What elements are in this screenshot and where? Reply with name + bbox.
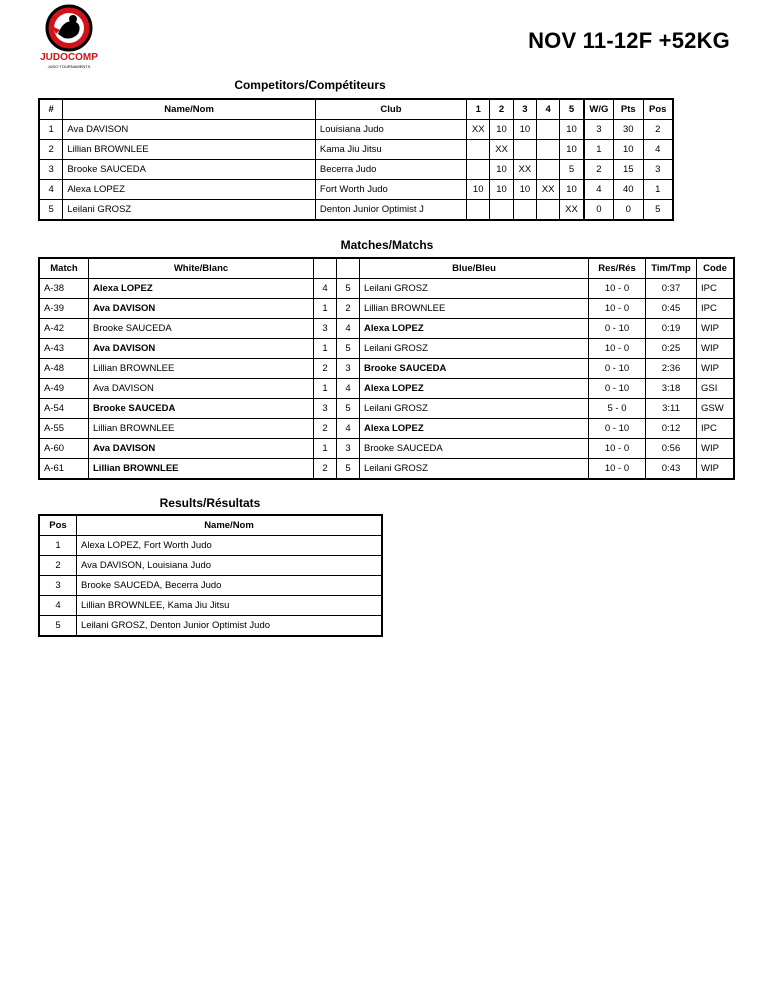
match-id: A-39	[39, 299, 89, 319]
competitors-header-row	[39, 99, 673, 120]
match-row	[39, 319, 734, 339]
match-code: WIP	[697, 339, 735, 359]
match-code: WIP	[697, 459, 735, 480]
match-result: 10 - 0	[589, 279, 646, 299]
competitor-score-r4: XX	[537, 180, 560, 200]
competitor-club: Louisiana Judo	[315, 120, 466, 140]
header-pts: Pts	[614, 99, 643, 120]
competitor-score-r4	[537, 140, 560, 160]
result-name: Lillian BROWNLEE, Kama Jiu Jitsu	[77, 596, 383, 616]
match-id: A-54	[39, 399, 89, 419]
match-blue-player: Leilani GROSZ	[360, 459, 589, 480]
result-pos: 2	[39, 556, 77, 576]
match-result: 10 - 0	[589, 339, 646, 359]
match-row	[39, 279, 734, 299]
match-blue-player: Brooke SAUCEDA	[360, 439, 589, 459]
competitor-wg: 4	[584, 180, 614, 200]
match-time: 0:43	[646, 459, 697, 480]
competitor-score-r1: XX	[467, 120, 490, 140]
match-blue-player: Alexa LOPEZ	[360, 319, 589, 339]
match-result: 10 - 0	[589, 299, 646, 319]
match-white-num: 1	[314, 299, 337, 319]
competitors-title: Competitors/Compétiteurs	[234, 78, 386, 92]
match-time: 0:45	[646, 299, 697, 319]
competitor-score-r3: 10	[513, 180, 536, 200]
match-white-num: 3	[314, 319, 337, 339]
match-time: 0:12	[646, 419, 697, 439]
competitor-pts: 10	[614, 140, 643, 160]
competitor-pos: 1	[643, 180, 673, 200]
header-white-num	[314, 258, 337, 279]
competitors-table	[38, 98, 674, 221]
match-blue-player: Lillian BROWNLEE	[360, 299, 589, 319]
results-table	[38, 514, 383, 637]
header-r2: 2	[490, 99, 513, 120]
match-blue-num: 4	[337, 379, 360, 399]
header-r3: 3	[513, 99, 536, 120]
match-code: IPC	[697, 419, 735, 439]
header-r1: 1	[467, 99, 490, 120]
competitor-pts: 15	[614, 160, 643, 180]
match-result: 10 - 0	[589, 439, 646, 459]
match-id: A-42	[39, 319, 89, 339]
match-white-num: 1	[314, 339, 337, 359]
competitor-score-r4	[537, 200, 560, 221]
competitor-score-r2: 10	[490, 180, 513, 200]
competitor-wg: 0	[584, 200, 614, 221]
match-blue-player: Leilani GROSZ	[360, 399, 589, 419]
match-blue-num: 3	[337, 359, 360, 379]
match-result: 0 - 10	[589, 419, 646, 439]
competitor-score-r3: XX	[513, 160, 536, 180]
results-header-row	[39, 515, 382, 536]
competitor-name: Leilani GROSZ	[63, 200, 316, 221]
match-white-player: Ava DAVISON	[89, 379, 314, 399]
result-pos: 4	[39, 596, 77, 616]
competitor-num: 1	[39, 120, 63, 140]
competitor-row	[39, 200, 673, 221]
results-title: Results/Résultats	[159, 496, 261, 510]
competitor-num: 5	[39, 200, 63, 221]
match-time: 0:25	[646, 339, 697, 359]
competitor-score-r5: 5	[560, 160, 584, 180]
match-result: 5 - 0	[589, 399, 646, 419]
match-blue-num: 5	[337, 279, 360, 299]
header-results-pos: Pos	[39, 515, 77, 536]
match-row	[39, 439, 734, 459]
matches-table	[38, 257, 735, 480]
result-name: Brooke SAUCEDA, Becerra Judo	[77, 576, 383, 596]
result-name: Ava DAVISON, Louisiana Judo	[77, 556, 383, 576]
match-white-num: 1	[314, 439, 337, 459]
match-code: IPC	[697, 279, 735, 299]
result-name: Leilani GROSZ, Denton Junior Optimist Judo	[77, 616, 383, 637]
result-pos: 5	[39, 616, 77, 637]
match-id: A-60	[39, 439, 89, 459]
match-blue-player: Brooke SAUCEDA	[360, 359, 589, 379]
competitor-score-r3	[513, 140, 536, 160]
header-num: #	[39, 99, 63, 120]
result-row	[39, 556, 382, 576]
header-code: Code	[697, 258, 735, 279]
match-white-num: 3	[314, 399, 337, 419]
result-pos: 1	[39, 536, 77, 556]
header-blue-num	[337, 258, 360, 279]
match-code: WIP	[697, 359, 735, 379]
match-white-player: Brooke SAUCEDA	[89, 399, 314, 419]
judocomp-logo	[38, 4, 100, 70]
competitor-row	[39, 180, 673, 200]
result-pos: 3	[39, 576, 77, 596]
match-white-num: 2	[314, 459, 337, 480]
competitor-pts: 40	[614, 180, 643, 200]
header-time: Tim/Tmp	[646, 258, 697, 279]
result-row	[39, 536, 382, 556]
competitor-pts: 30	[614, 120, 643, 140]
match-code: GSI	[697, 379, 735, 399]
match-time: 3:18	[646, 379, 697, 399]
competitor-club: Becerra Judo	[315, 160, 466, 180]
match-time: 2:36	[646, 359, 697, 379]
match-code: IPC	[697, 299, 735, 319]
match-id: A-55	[39, 419, 89, 439]
match-time: 0:37	[646, 279, 697, 299]
event-title: NOV 11-12F +52KG	[528, 28, 730, 53]
match-white-num: 1	[314, 379, 337, 399]
competitor-score-r5: 10	[560, 140, 584, 160]
match-blue-num: 2	[337, 299, 360, 319]
header-results-name: Name/Nom	[77, 515, 383, 536]
match-row	[39, 359, 734, 379]
match-result: 0 - 10	[589, 379, 646, 399]
match-white-player: Lillian BROWNLEE	[89, 359, 314, 379]
header-pos: Pos	[643, 99, 673, 120]
competitor-score-r1: 10	[467, 180, 490, 200]
match-time: 3:11	[646, 399, 697, 419]
result-name: Alexa LOPEZ, Fort Worth Judo	[77, 536, 383, 556]
match-blue-num: 5	[337, 459, 360, 480]
competitor-score-r2: 10	[490, 160, 513, 180]
competitor-club: Kama Jiu Jitsu	[315, 140, 466, 160]
match-time: 0:19	[646, 319, 697, 339]
match-white-player: Ava DAVISON	[89, 299, 314, 319]
match-white-player: Ava DAVISON	[89, 439, 314, 459]
header-r4: 4	[537, 99, 560, 120]
competitor-name: Brooke SAUCEDA	[63, 160, 316, 180]
match-blue-player: Leilani GROSZ	[360, 279, 589, 299]
match-white-num: 4	[314, 279, 337, 299]
match-id: A-61	[39, 459, 89, 480]
match-blue-num: 5	[337, 339, 360, 359]
match-row	[39, 379, 734, 399]
match-blue-num: 5	[337, 399, 360, 419]
match-code: GSW	[697, 399, 735, 419]
match-id: A-38	[39, 279, 89, 299]
matches-header-row	[39, 258, 734, 279]
competitor-score-r2: 10	[490, 120, 513, 140]
competitor-club: Denton Junior Optimist J	[315, 200, 466, 221]
match-blue-player: Leilani GROSZ	[360, 339, 589, 359]
result-row	[39, 596, 382, 616]
header-res: Res/Rés	[589, 258, 646, 279]
competitor-score-r2: XX	[490, 140, 513, 160]
competitor-score-r4	[537, 160, 560, 180]
match-row	[39, 399, 734, 419]
match-row	[39, 419, 734, 439]
competitor-wg: 3	[584, 120, 614, 140]
competitor-pos: 4	[643, 140, 673, 160]
header-wg: W/G	[584, 99, 614, 120]
match-white-player: Lillian BROWNLEE	[89, 419, 314, 439]
match-id: A-49	[39, 379, 89, 399]
competitor-wg: 2	[584, 160, 614, 180]
match-blue-num: 4	[337, 419, 360, 439]
competitor-wg: 1	[584, 140, 614, 160]
header-name: Name/Nom	[63, 99, 316, 120]
match-result: 10 - 0	[589, 459, 646, 480]
match-white-player: Ava DAVISON	[89, 339, 314, 359]
match-blue-player: Alexa LOPEZ	[360, 379, 589, 399]
match-row	[39, 299, 734, 319]
match-code: WIP	[697, 439, 735, 459]
result-row	[39, 616, 382, 637]
competitor-score-r5: XX	[560, 200, 584, 221]
matches-title: Matches/Matchs	[340, 238, 434, 252]
match-blue-num: 4	[337, 319, 360, 339]
svg-text:JUDOCOMP: JUDOCOMP	[40, 52, 98, 63]
match-id: A-48	[39, 359, 89, 379]
competitor-score-r3: 10	[513, 120, 536, 140]
svg-text:JUDO TOURNAMENTS: JUDO TOURNAMENTS	[47, 64, 91, 69]
match-row	[39, 339, 734, 359]
match-result: 0 - 10	[589, 359, 646, 379]
competitor-score-r2	[490, 200, 513, 221]
competitor-num: 4	[39, 180, 63, 200]
match-code: WIP	[697, 319, 735, 339]
header-blue: Blue/Bleu	[360, 258, 589, 279]
competitor-num: 2	[39, 140, 63, 160]
match-white-player: Lillian BROWNLEE	[89, 459, 314, 480]
competitor-score-r5: 10	[560, 180, 584, 200]
competitor-score-r4	[537, 120, 560, 140]
header-r5: 5	[560, 99, 584, 120]
match-white-num: 2	[314, 419, 337, 439]
competitor-pts: 0	[614, 200, 643, 221]
competitor-score-r1	[467, 140, 490, 160]
competitor-row	[39, 140, 673, 160]
competitor-pos: 2	[643, 120, 673, 140]
competitor-row	[39, 120, 673, 140]
competitor-name: Lillian BROWNLEE	[63, 140, 316, 160]
match-id: A-43	[39, 339, 89, 359]
competitor-row	[39, 160, 673, 180]
competitor-pos: 3	[643, 160, 673, 180]
competitor-score-r1	[467, 160, 490, 180]
competitor-score-r3	[513, 200, 536, 221]
competitor-num: 3	[39, 160, 63, 180]
result-row	[39, 576, 382, 596]
competitor-score-r5: 10	[560, 120, 584, 140]
header-club: Club	[315, 99, 466, 120]
competitor-score-r1	[467, 200, 490, 221]
match-white-num: 2	[314, 359, 337, 379]
match-blue-num: 3	[337, 439, 360, 459]
match-blue-player: Alexa LOPEZ	[360, 419, 589, 439]
header-white: White/Blanc	[89, 258, 314, 279]
header-match: Match	[39, 258, 89, 279]
match-row	[39, 459, 734, 480]
competitor-club: Fort Worth Judo	[315, 180, 466, 200]
competitor-pos: 5	[643, 200, 673, 221]
match-time: 0:56	[646, 439, 697, 459]
competitor-name: Alexa LOPEZ	[63, 180, 316, 200]
match-white-player: Brooke SAUCEDA	[89, 319, 314, 339]
competitor-name: Ava DAVISON	[63, 120, 316, 140]
match-white-player: Alexa LOPEZ	[89, 279, 314, 299]
match-result: 0 - 10	[589, 319, 646, 339]
